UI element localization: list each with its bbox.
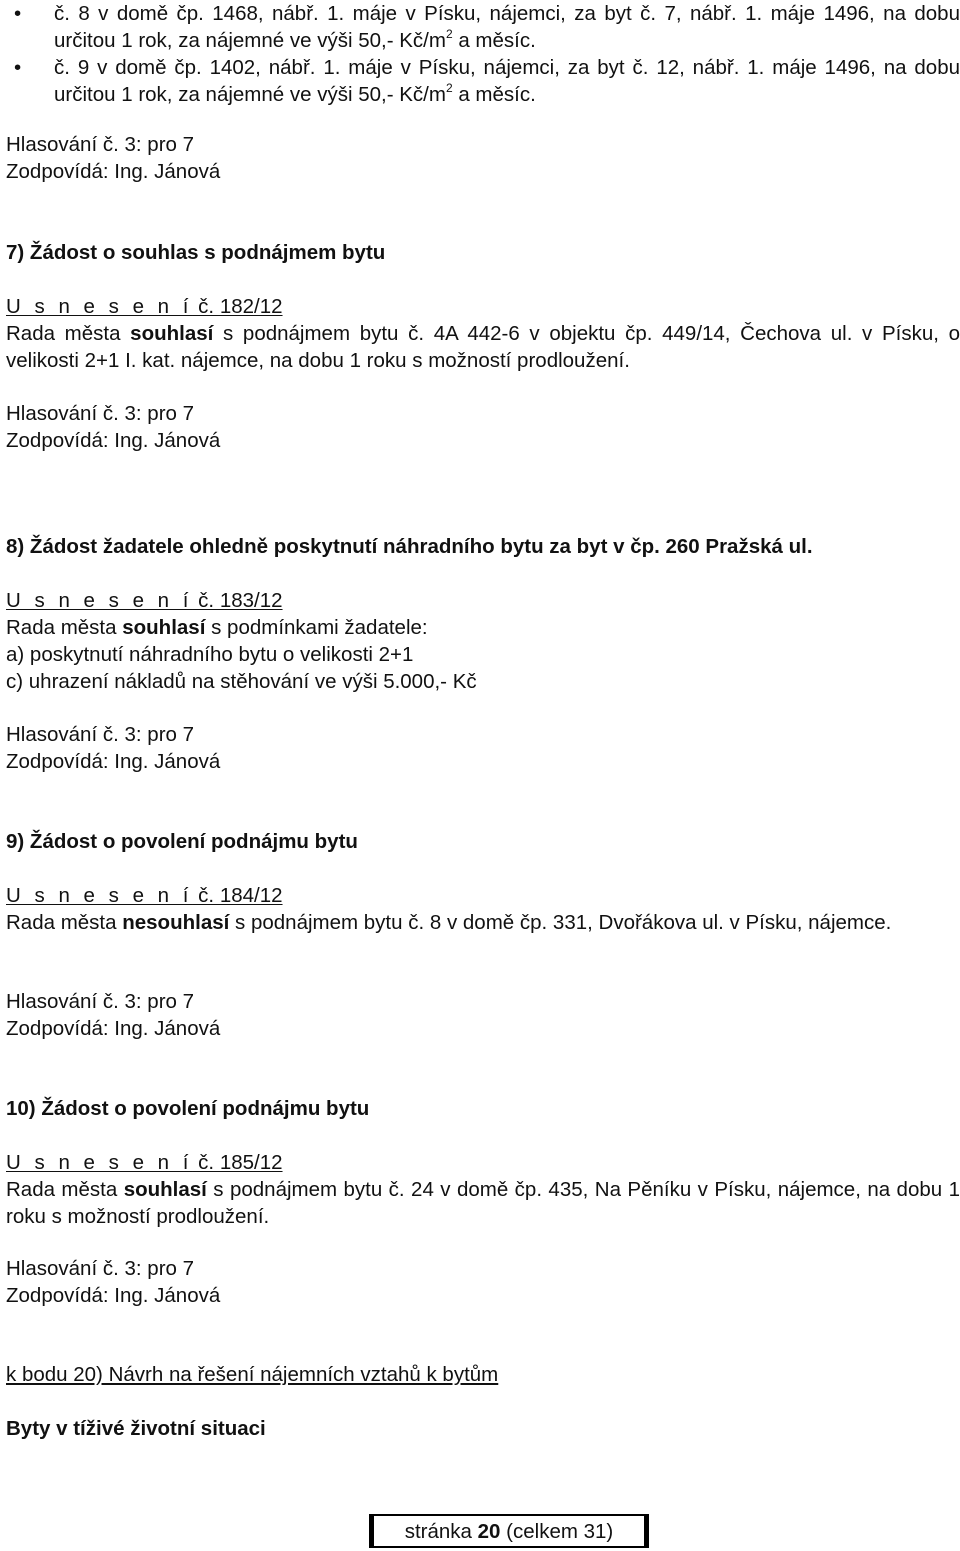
- condition-c: c) uhrazení nákladů na stěhování ve výši 5.000,- Kč: [6, 670, 477, 693]
- responsible-person: Zodpovídá: Ing. Jánová: [6, 750, 221, 773]
- voting-block-1: [6, 131, 960, 185]
- bullet-item-2: • č. 9 v domě čp. 1402, nábř. 1. máje v Písku, nájemci, za byt č. 12, nábř. 1. máje 1496, na dobu určitou 1 rok, za nájemné ve výši 50,- $Kč/m^2$ a měsíc.: [0, 54, 960, 108]
- voting-result: Hlasování č. 3: pro 7: [6, 990, 195, 1013]
- voting-result: Hlasování č. 3: pro 7: [6, 1257, 195, 1280]
- bullet-list: [0, 0, 960, 108]
- voting-result: Hlasování č. 3: pro 7: [6, 133, 195, 156]
- responsible-person: Zodpovídá: Ing. Jánová: [6, 160, 221, 183]
- section-9-heading: 9) Žádost o povolení podnájmu bytu: [6, 830, 358, 853]
- voting-block-5: [6, 1255, 960, 1309]
- resolution-183-number: U s n e s e n í č. 183/12: [6, 589, 283, 612]
- section-10-heading: 10) Žádost o povolení podnájmu bytu: [6, 1097, 370, 1120]
- resolution-185-number: U s n e s e n í č. 185/12: [6, 1151, 283, 1174]
- agenda-item-20: k bodu 20) Návrh na řešení nájemních vztahů k bytům: [6, 1363, 499, 1386]
- responsible-person: Zodpovídá: Ing. Jánová: [6, 429, 221, 452]
- bullet-item-1: • č. 8 v domě čp. 1468, nábř. 1. máje v Písku, nájemci, za byt č. 7, nábř. 1. máje 1496, na dobu určitou 1 rok, za nájemné ve výši 50,- $Kč/m^2$ a měsíc.: [0, 0, 960, 54]
- page-number-footer: stránka 20 (celkem 31): [369, 1514, 649, 1548]
- resolution-182-number: U s n e s e n í č. 182/12: [6, 295, 283, 318]
- resolution-185-text: Rada města souhlasí s podnájmem bytu č. 24 v domě čp. 435, Na Pěníku v Písku, nájemce, na dobu 1 roku s možností prodloužení.: [6, 1178, 960, 1228]
- resolution-184-text: Rada města nesouhlasí s podnájmem bytu č. 8 v domě čp. 331, Dvořákova ul. v Písku, nájemce.: [6, 911, 892, 934]
- subheading-hardship: Byty v tíživé životní situaci: [6, 1417, 266, 1440]
- responsible-person: Zodpovídá: Ing. Jánová: [6, 1284, 221, 1307]
- voting-result: Hlasování č. 3: pro 7: [6, 402, 195, 425]
- responsible-person: Zodpovídá: Ing. Jánová: [6, 1017, 221, 1040]
- section-7-heading: 7) Žádost o souhlas s podnájmem bytu: [6, 241, 386, 264]
- voting-block-3: [6, 721, 960, 775]
- resolution-183-text: Rada města souhlasí s podmínkami žadatele:: [6, 616, 428, 639]
- voting-block-4: [6, 988, 960, 1042]
- resolution-184-number: U s n e s e n í č. 184/12: [6, 884, 283, 907]
- voting-result: Hlasování č. 3: pro 7: [6, 723, 195, 746]
- resolution-182-text: Rada města souhlasí s podnájmem bytu č. 4A 442-6 v objektu čp. 449/14, Čechova ul. v Písku, o velikosti 2+1 I. kat. nájemce, na dobu 1 roku s možností prodloužení.: [6, 322, 960, 372]
- voting-block-2: [6, 400, 960, 454]
- section-8-heading: 8) Žádost žadatele ohledně poskytnutí náhradního bytu za byt v čp. 260 Pražská ul.: [6, 535, 813, 558]
- condition-a: a) poskytnutí náhradního bytu o velikosti 2+1: [6, 643, 414, 666]
